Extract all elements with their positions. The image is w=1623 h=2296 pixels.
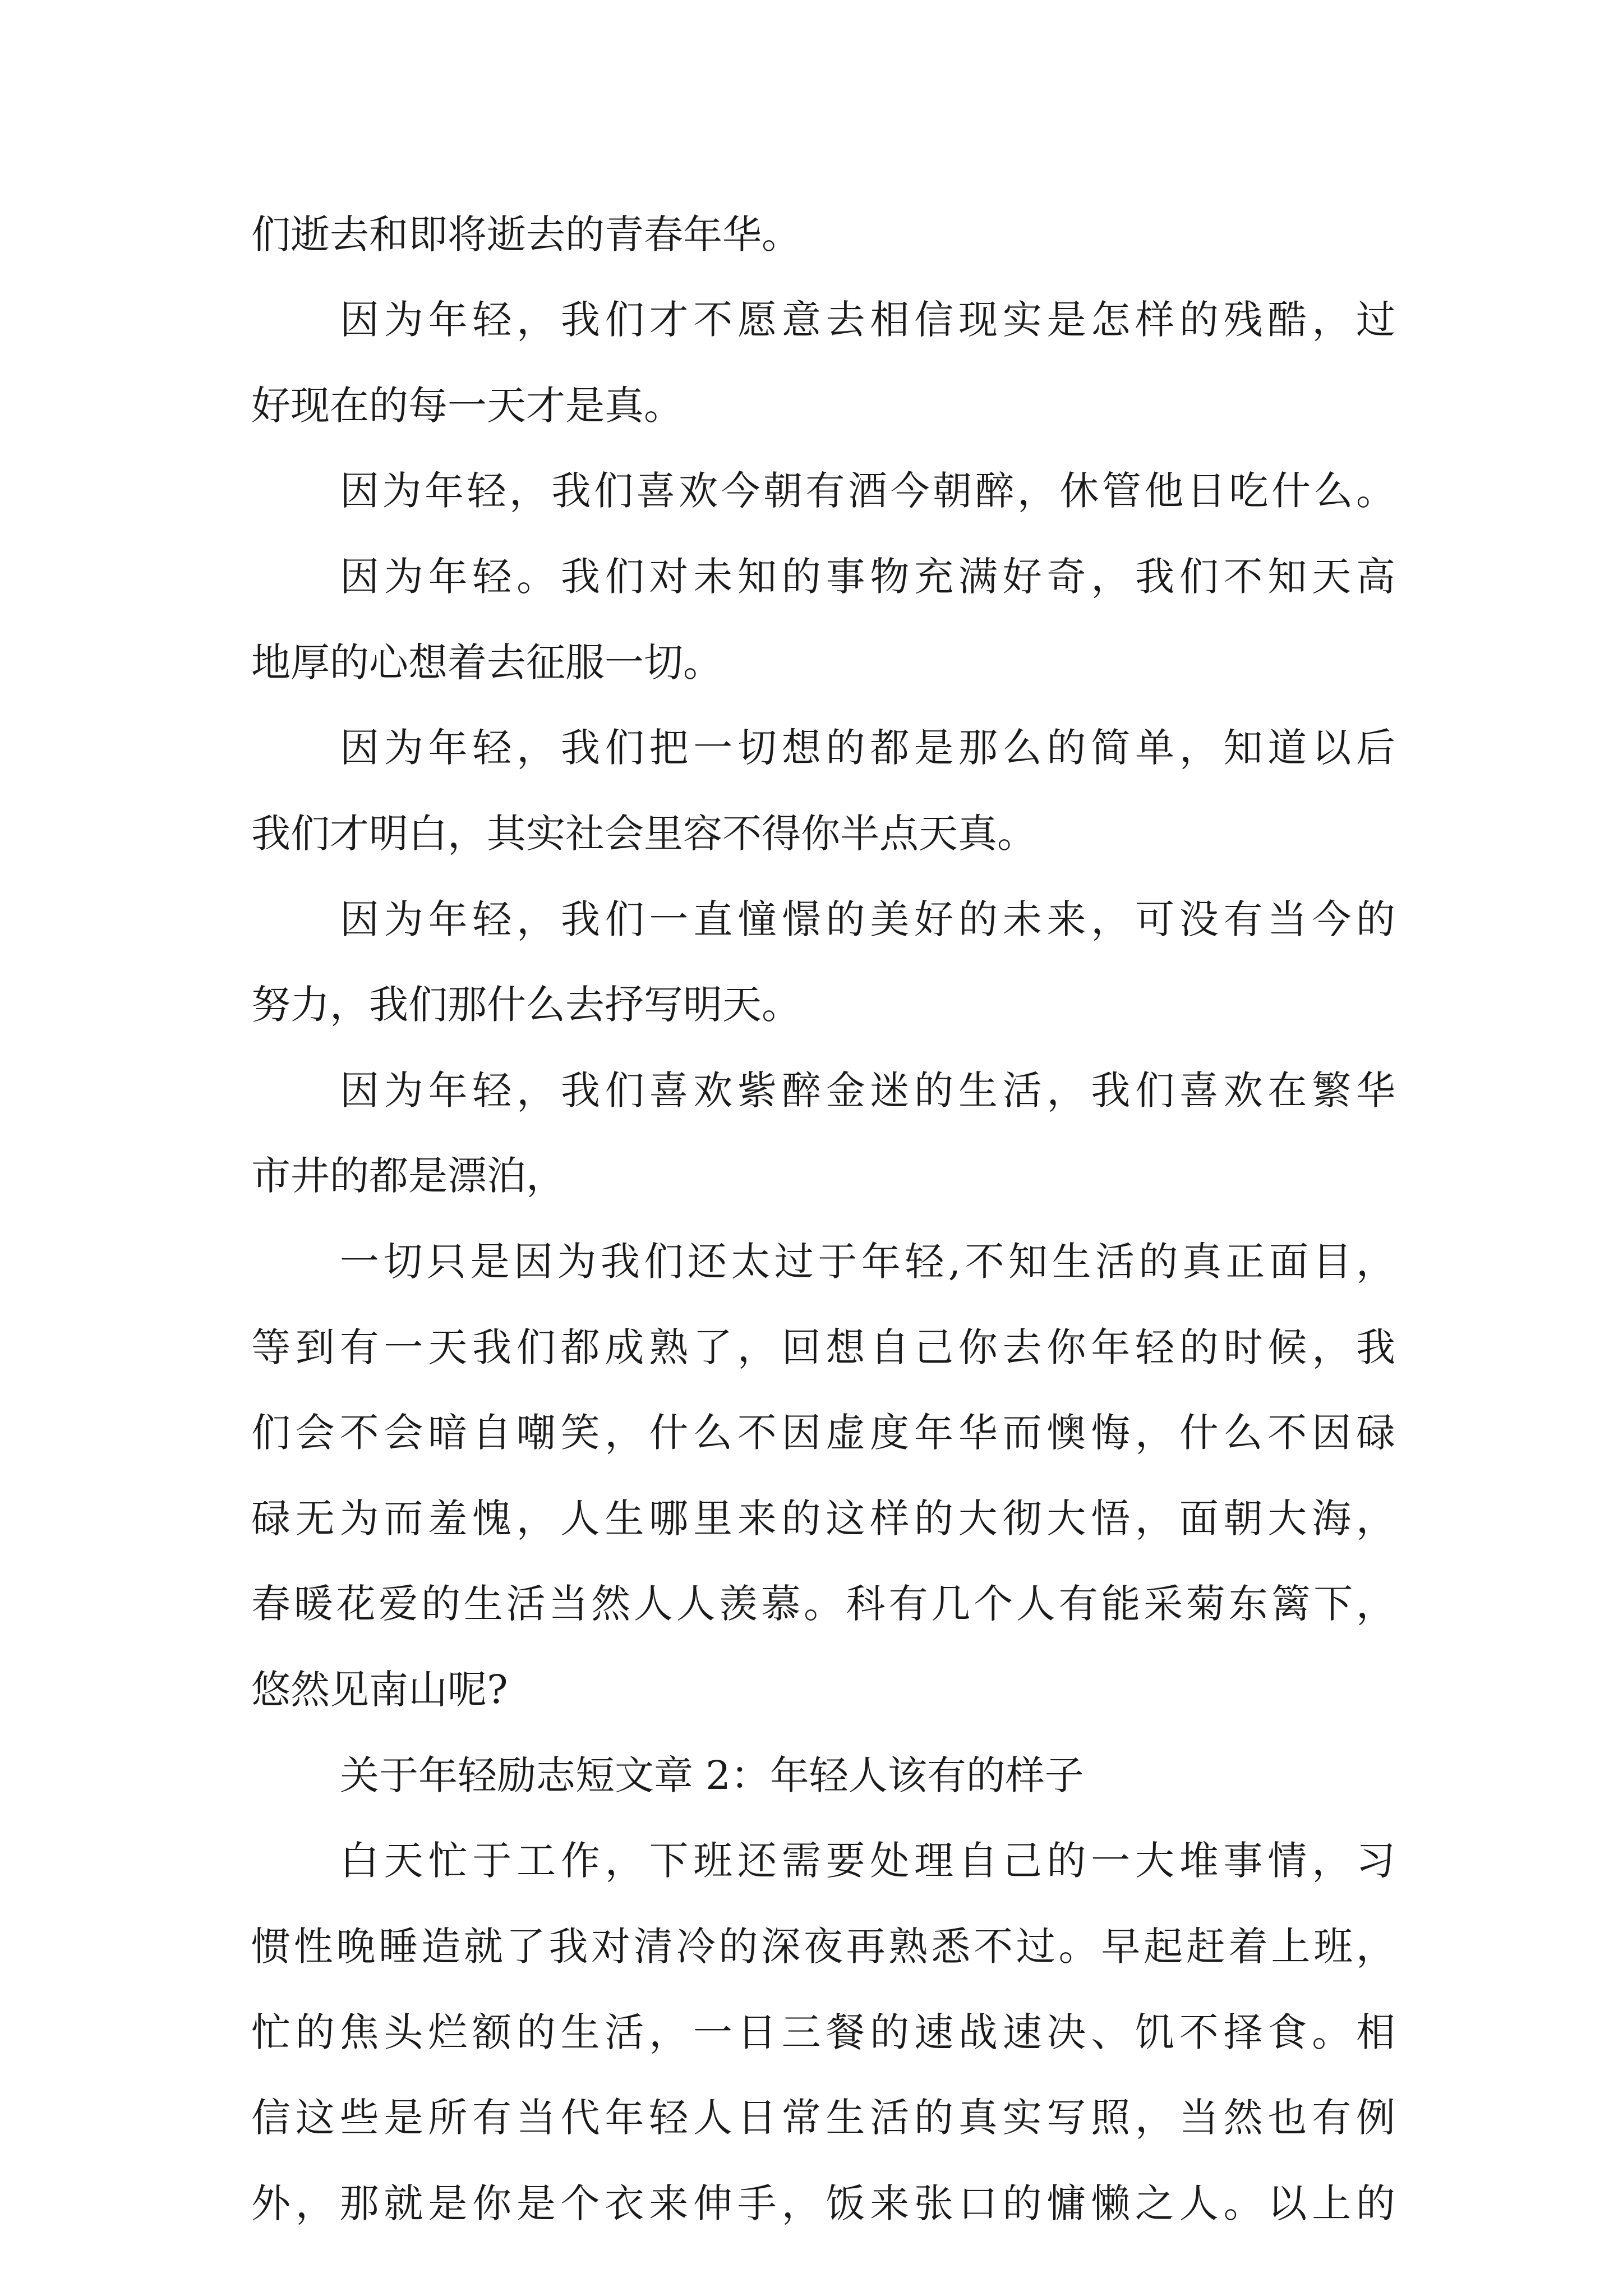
text-line: 地厚的心想着去征服一切。: [251, 639, 722, 685]
text-line: 一切只是因为我们还太过于年轻,不知生活的真正面目，: [340, 1239, 1395, 1285]
text-line: 我们才明白，其实社会里容不得你半点天真。: [251, 811, 1036, 857]
text-line: 因为年轻。我们对未知的事物充满好奇，我们不知天高: [340, 554, 1395, 600]
section-heading: 关于年轻励志短文章 2：年轻人该有的样子: [340, 1752, 1084, 1798]
text-line: 白天忙于工作，下班还需要处理自己的一大堆事情，习: [340, 1838, 1395, 1884]
text-line: 外，那就是你是个衣来伸手，饭来张口的慵懒之人。以上的: [251, 2180, 1395, 2226]
text-line: 因为年轻，我们把一切想的都是那么的简单，知道以后: [340, 725, 1395, 771]
text-line: 信这些是所有当代年轻人日常生活的真实写照，当然也有例: [251, 2095, 1395, 2141]
text-line: 努力，我们那什么去抒写明天。: [251, 982, 801, 1028]
text-line: 悠然见南山呢?: [251, 1667, 508, 1713]
text-line: 因为年轻，我们一直憧憬的美好的未来，可没有当今的: [340, 896, 1395, 942]
text-line: 们逝去和即将逝去的青春年华。: [251, 211, 801, 257]
text-line: 因为年轻，我们喜欢今朝有酒今朝醉，休管他日吃什么。: [340, 468, 1395, 514]
text-line: 市井的都是漂泊，: [251, 1153, 565, 1199]
text-line: 惯性晚睡造就了我对清冷的深夜再熟悉不过。早起赶着上班，: [251, 1924, 1395, 1970]
text-line: 因为年轻，我们喜欢紫醉金迷的生活，我们喜欢在繁华: [340, 1068, 1395, 1114]
text-line: 春暖花爱的生活当然人人羡慕。科有几个人有能采菊东篱下，: [251, 1581, 1395, 1627]
text-line: 们会不会暗自嘲笑，什么不因虚度年华而懊悔，什么不因碌: [251, 1410, 1395, 1456]
text-line: 忙的焦头烂额的生活，一日三餐的速战速决、饥不择食。相: [251, 2009, 1395, 2055]
text-line: 因为年轻，我们才不愿意去相信现实是怎样的残酷，过: [340, 297, 1395, 343]
text-line: 好现在的每一天才是真。: [251, 383, 683, 429]
text-line: 碌无为而羞愧，人生哪里来的这样的大彻大悟，面朝大海，: [251, 1496, 1395, 1542]
text-line: 等到有一天我们都成熟了，回想自己你去你年轻的时候，我: [251, 1324, 1395, 1370]
